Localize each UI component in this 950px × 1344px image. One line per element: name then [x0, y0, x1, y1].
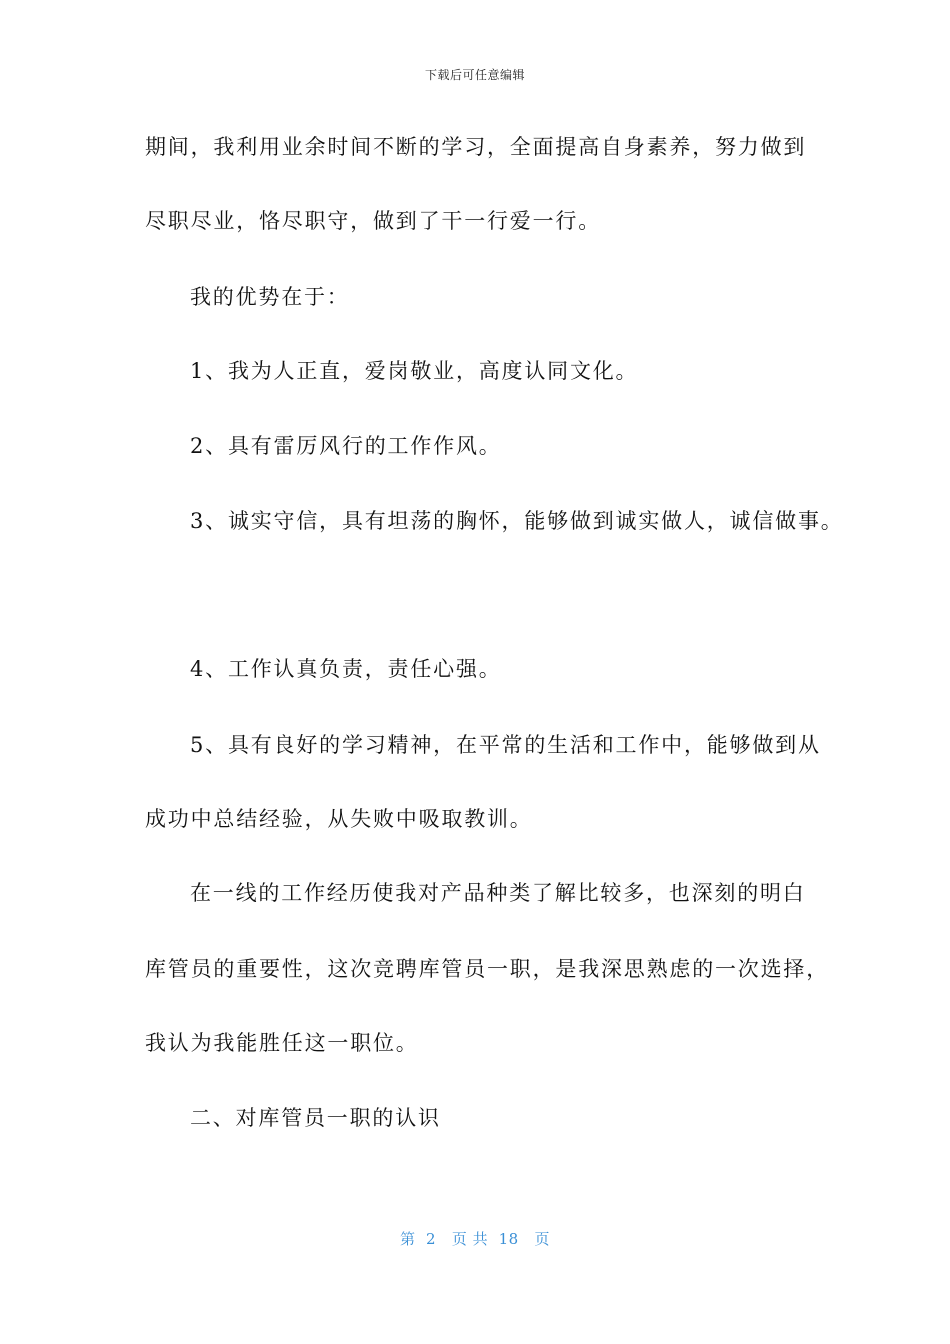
- list-item: 2、具有雷厉风行的工作作风。: [190, 434, 502, 458]
- list-item: 1、我为人正直，爱岗敬业，高度认同文化。: [190, 359, 639, 383]
- body-line: 我的优势在于：: [190, 285, 350, 309]
- list-item: 3、诚实守信，具有坦荡的胸怀，能够做到诚实做人，诚信做事。: [190, 509, 844, 533]
- section-heading: 二、对库管员一职的认识: [190, 1106, 441, 1130]
- list-item: 5、具有良好的学习精神，在平常的生活和工作中，能够做到从: [190, 733, 821, 757]
- body-line: 尽职尽业，恪尽职守，做到了干一行爱一行。: [145, 209, 601, 233]
- list-item: 4、工作认真负责，责任心强。: [190, 657, 502, 681]
- page-number: 第 2 页 共 18 页: [399, 1230, 551, 1248]
- header-note: 下载后可任意编辑: [424, 68, 525, 82]
- body-line: 库管员的重要性，这次竞聘库管员一职，是我深思熟虑的一次选择，: [145, 957, 829, 981]
- body-line: 在一线的工作经历使我对产品种类了解比较多，也深刻的明白: [190, 881, 806, 905]
- body-line: 我认为我能胜任这一职位。: [145, 1031, 419, 1055]
- body-line: 成功中总结经验，从失败中吸取教训。: [145, 807, 533, 831]
- body-line: 期间，我利用业余时间不断的学习，全面提高自身素养，努力做到: [145, 135, 807, 159]
